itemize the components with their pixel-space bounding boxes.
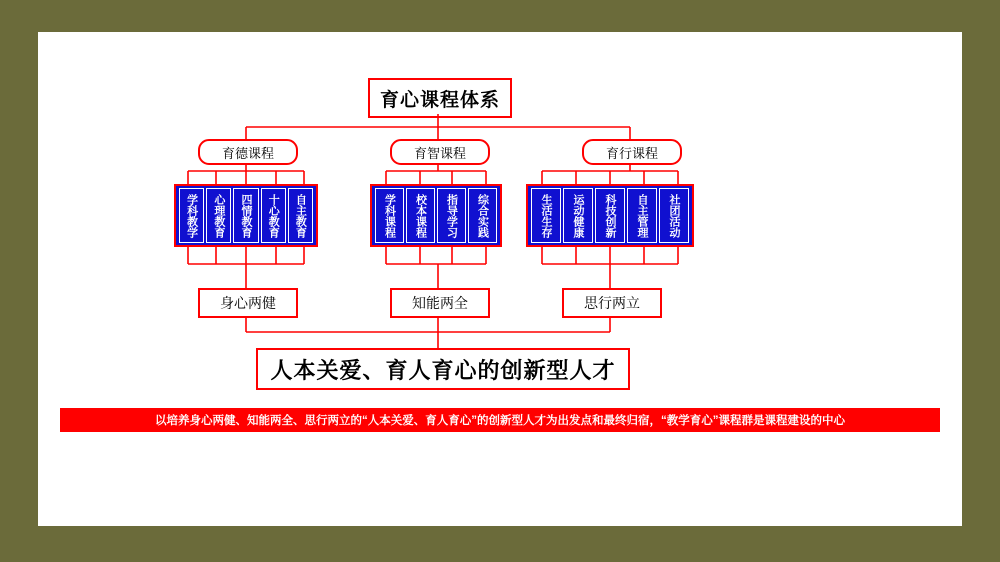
result-node-3 [562, 288, 662, 318]
course-group-3 [526, 184, 694, 247]
course-item: 学科课程 [375, 188, 404, 243]
final-goal-label: 人本关爱、育人育心的创新型人才 [270, 357, 616, 383]
course-item: 校本课程 [406, 188, 435, 243]
course-item: 四情教育 [233, 188, 258, 243]
course-item: 十心教育 [261, 188, 286, 243]
course-item: 综合实践 [468, 188, 497, 243]
result-node-2 [390, 288, 490, 318]
course-item: 科技创新 [595, 188, 625, 243]
course-item: 心理教育 [206, 188, 231, 243]
branch-node-3 [582, 139, 682, 165]
summary-banner-text: 以培养身心两健、知能两全、思行两立的“人本关爱、育人育心”的创新型人才为出发点和最终归宿，“教学育心”课程群是课程建设的中心 [155, 415, 845, 427]
branch-node-2-label: 育智课程 [413, 145, 466, 161]
slide-canvas [38, 32, 962, 526]
result-node-2-label: 知能两全 [412, 295, 468, 311]
course-group-1 [174, 184, 318, 247]
course-item: 社团活动 [659, 188, 689, 243]
branch-node-3-label: 育行课程 [605, 145, 658, 161]
result-node-3-label: 思行两立 [584, 295, 640, 311]
course-item: 学科教学 [179, 188, 204, 243]
result-node-1 [198, 288, 298, 318]
course-item: 自主管理 [627, 188, 657, 243]
branch-node-1 [198, 139, 298, 165]
summary-banner [60, 408, 940, 432]
root-node [368, 78, 512, 118]
course-item: 指导学习 [437, 188, 466, 243]
final-goal-node [256, 348, 630, 390]
branch-node-1-label: 育德课程 [221, 145, 274, 161]
root-node-label: 育心课程体系 [379, 89, 500, 111]
result-node-1-label: 身心两健 [220, 295, 276, 311]
course-item: 自主教育 [288, 188, 313, 243]
course-item: 生活生存 [531, 188, 561, 243]
course-group-2 [370, 184, 502, 247]
course-item: 运动健康 [563, 188, 593, 243]
branch-node-2 [390, 139, 490, 165]
